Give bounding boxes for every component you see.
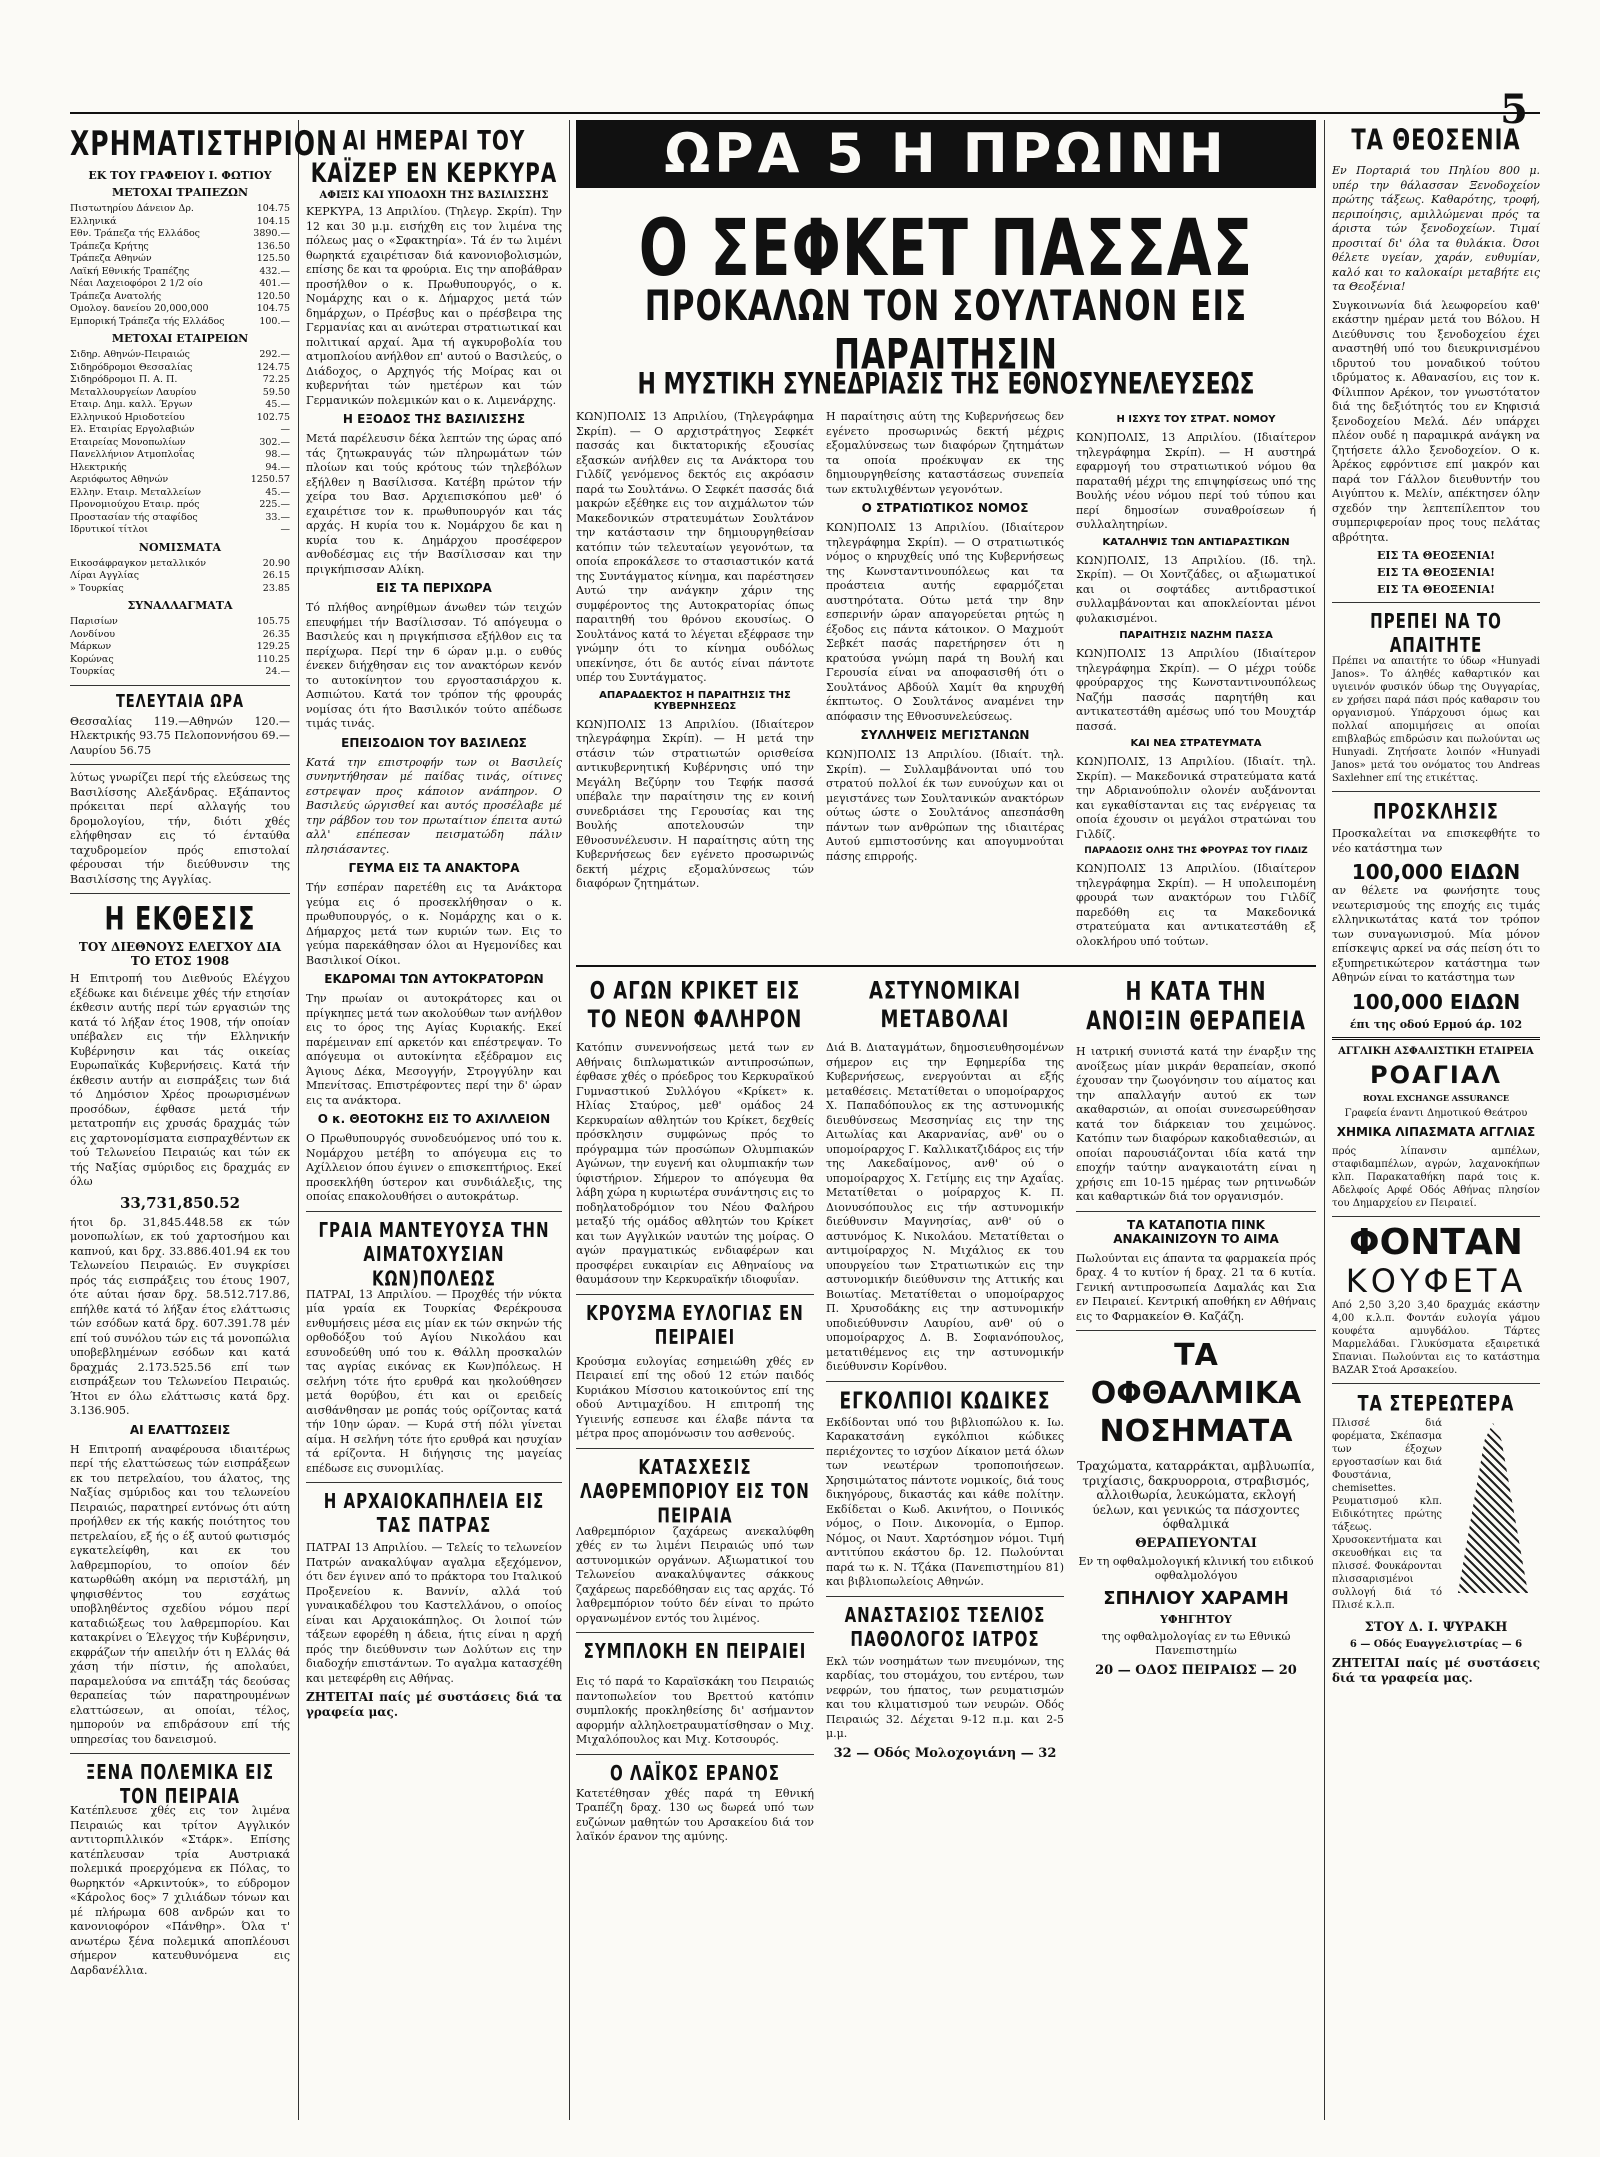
table-row bbox=[70, 316, 290, 329]
fertilizer-title: ΧΗΜΙΚΑ ΛΙΠΑΣΜΑΤΑ ΑΓΓΛΙΑΣ bbox=[1336, 1125, 1536, 1139]
table-row bbox=[70, 629, 290, 642]
row-label: Εμπορική Τράπεζα τής Ελλάδος bbox=[70, 315, 225, 327]
kinds-banner-2: 100,000 ΕΙΔΩΝ bbox=[1351, 989, 1521, 1014]
row-label: Πανελλήνιον Ατμοπλοΐας bbox=[70, 449, 195, 460]
warships-text: Κατέπλευσε χθές εις τον λιμένα Πειραιώς και τρίτον Αγγλικόν αντιτορπιλλικόν «Στάρκ». Επίσης κατέπλευσαν τρία Αυστριακά πολεμικά προερχόμενα εκ Πόλας, το θωρηκτόν «Αρκιντούκ», το εύδρομον «Κάρολος 6ος» 7 χιλιάδων τόνων και μέ πλήρωμα 608 ανδρών και το κανονιοφόρον «Πάνθηρ». Όλα τ' ανωτέρω ξένα πολεμικά αποπλέουσι σήμερον κατευθυνόμενα εις Δαρδανέλλια. bbox=[70, 1804, 290, 1977]
divider bbox=[1332, 791, 1540, 792]
row-label: Εικοσάφραγκον μεταλλικόν bbox=[70, 557, 206, 569]
divider bbox=[1332, 1383, 1540, 1384]
table-row bbox=[70, 387, 290, 400]
main-subheadline: ΠΡΟΚΑΛΩΝ ΤΟΝ ΣΟΥΛΤΑΝΟΝ ΕΙΣ ΠΑΡΑΙΤΗΣΙΝ bbox=[644, 282, 1248, 380]
kaiser-text-2: Μετά παρέλευσιν δέκα λεπτών της ώρας από τάς ζητωκραυγάς τών πληρωμάτων τών πλοίων και τούς κρότους τών τηλεβόλων εξήλθεν η Βασίλισσα. Κατέβη πρώτον τήν χείρα του Βασ. Αρχιεπισκόπου μεθ' ό εχαιρέτισε τον κ. πρωθυπουργόν και τάς αρχάς. Η κυρία του κ. Νομάρχου δε και η κυρία του κ. Δημάρχου προσέφερον ανθοδέσμας εις τήν Βασίλισσαν και την πριγκήπισσαν Αλίκη. bbox=[306, 432, 562, 576]
antiques-title: Η ΑΡΧΑΙΟΚΑΠΗΛΕΙΑ ΕΙΣ ΤΑΣ ΠΑΤΡΑΣ bbox=[323, 1489, 545, 1538]
banks-section-title: ΜΕΤΟΧΑΙ ΤΡΑΠΕΖΩΝ bbox=[111, 186, 248, 199]
main-text-5: ΚΩΝ)ΠΟΛΙΣ 13 Απριλίου. (Ιδιαίτ. τηλ. Σκρίπ). — Συλλαμβάνονται υπό του στρατού πολλοί έκ των ευνούχων και οι μεγιστάνες των Σουλτανικών ανακτόρων ούτως ώστε ο Σουλτάνος απεσπάσθη πάντων των ανθρώπων της ιδιαιτέρας Αυτού εμπιστοσύνης και απογυμνούται πάσης επιρροής. bbox=[826, 748, 1064, 863]
kaiser-text-5: Τήν εσπέραν παρετέθη εις τα Ανάκτορα γεύμα εις ό προσεκλήθησαν ο κ. πρωθυπουργός, ο κ. Νομάρχης και ο κ. Δήμαρχος μετά των κυριών των. Εις το γεύμα παρεκάθησαν όλοι αι Ηγεμονίδες και Βασιλικοί Οίκοι. bbox=[306, 881, 562, 967]
column-divider bbox=[298, 120, 299, 2120]
eyes-role: ΥΦΗΓΗΤΟΥ bbox=[1160, 1612, 1232, 1626]
row-value: 225.— bbox=[259, 499, 290, 510]
main-headline: Ο ΣΕΦΚΕΤ ΠΑΣΣΑΣ bbox=[638, 202, 1254, 294]
prophet-title: ΓΡΑΙΑ ΜΑΝΤΕΥΟΥΣΑ ΤΗΝ ΑΙΜΑΤΟΧΥΣΙΑΝ ΚΩΝ)ΠΟΛΕΩΣ bbox=[318, 1217, 550, 1291]
row-value: 94.— bbox=[265, 461, 290, 473]
row-value: 1250.57 bbox=[250, 474, 290, 485]
table-row bbox=[70, 216, 290, 229]
table-row bbox=[70, 474, 290, 487]
table-row bbox=[70, 558, 290, 571]
wales-text: λύτως γνωρίζει περί τής ελεύσεως της Βασιλίσσης Αλεξάνδρας. Εξάπαντος πρόκειται περί αλλαγής του δρομολογίου, τήν, διότι χθές ελήφθησαν εις τό ένταύθα ταχυδρομείον πρός επιστολαί φέρουσαι τήν διεύθυνσιν της Βασιλίσσης της Αγγλίας. bbox=[70, 771, 290, 886]
main-story-bottom-rule bbox=[576, 965, 1316, 967]
corset-text: Πλισσέ διά φορέματα, Σκέπασμα των έξοχων εργοστασίων και διά Φουστάνια, chemisettes. Ρευματισμού κλπ. Ειδικότητες πρώτης τάξεως. Χρυσοκεντήματα και σκευοθήκαι εις τα πλισσέ. Φουκάρονται πλισσαρισμένοι συλλογή διά τό Πλισέ κ.λ.π. bbox=[1332, 1418, 1442, 1611]
theotokis-heading: Ο κ. ΘΕΟΤΟΚΗΣ ΕΙΣ ΤΟ ΑΧΙΛΛΕΙΟΝ bbox=[317, 1112, 551, 1126]
ads-column bbox=[1332, 120, 1540, 1689]
main-story bbox=[576, 120, 1316, 2120]
row-label: Ελληνικά bbox=[70, 215, 117, 227]
stock-exchange-subtitle: ΕΚ ΤΟΥ ΓΡΑΦΕΙΟΥ Ι. ΦΩΤΙΟΥ bbox=[88, 169, 272, 182]
table-row bbox=[70, 362, 290, 375]
main-text-4: ΚΩΝ)ΠΟΛΙΣ 13 Απριλίου. (Ιδιαίτερον τηλεγράφημα Σκρίπ). — Ο στρατιωτικός νόμος ο κηρυχθείς υπό της Κυβερνήσεως της Κωνσταντινουπόλεως και τα προάστεια αυτής εφαρμόζεται αυστηρότατα. Ούτω μετά την 8ην εσπερινήν ώραν απαγορεύεται ρητώς η έξοδος εις πάντα κάτοικον. Ο Μαχμούτ Σεβκέτ πασάς παρετήρησεν ότι η κρατούσα γνώμη παρά τη Βουλή και Γερουσία είναι να αποφασισθή ότι ο Σουλτάνος Αβδούλ Χαμίτ θα κηρυχθή έκπτωτος. Ο Σουλτάνος αναμένει την απόφασιν της Εθνοσυνελεύσεως. bbox=[826, 521, 1064, 723]
theoxenia-text-1: Εν Πορταριά του Πηλίου 800 μ. υπέρ την θάλασσαν Ξενοδοχείον πρώτης τάξεως. Καθαρότης, τροφή, περιποίησις, αμιλλώμεναι πρός τα άριστα τών ξενοδοχείων. Τιμαί προσιταί δι' όλα τα θυλάκια. Όσοι θέλετε υγείαν, χαράν, ευθυμίαν, καλό και το καλοκαίρι μεταβήτε εις τα Θεοξένια! bbox=[1332, 164, 1540, 293]
divider bbox=[1076, 1330, 1316, 1331]
row-label: Σιδηρ. Αθηνών-Πειραιώς bbox=[70, 349, 190, 360]
row-value: 45.— bbox=[265, 486, 290, 498]
lower-col-b bbox=[826, 975, 1064, 2120]
table-row bbox=[70, 203, 290, 216]
row-value: 104.75 bbox=[256, 203, 290, 214]
table-row bbox=[70, 266, 290, 279]
table-row bbox=[70, 349, 290, 362]
companies-section-title: ΜΕΤΟΧΑΙ ΕΤΑΙΡΕΙΩΝ bbox=[111, 332, 249, 345]
kaiser-text-7: Ο Πρωθυπουργός συνοδευόμενος υπό του κ. Νομάρχου μετέβη το απόγευμα εις το Αχίλλειον όπου έγινεν ο επισκεπτήριος. Εκεί προσεκλήθη ύστερον και συνδιάλεξις, της οποίας επακολουθήσει ο αυτοκράτωρ. bbox=[306, 1132, 562, 1203]
decreases-text: Η Επιτροπή αναφέρουσα ιδιαιτέρως περί τής ελαττώσεως τών εισπράξεων εκ του πετρελαίου, του άλατος, της Ναξίας σμύριδος και του τελωνείου Πειραιώς, παρατηρεί εντόνως ότι αύτη προήλθεν εκ τής κακής ποιότητος του πετρελαίου, εξ ής ο έξ αυτού φωτισμός εγκατελείφθη, και εκ του λαθρεμπορίου, το οποίον δέν κατωρθώθη ακόμη να περιστάλή, μη ψηφισθέντος του εσχάτως υποβληθέντος σχεδίου νόμου περί καταδιώξεως του λαθρεμπορίου. Και κατακρίνει ο Έλεγχος τήν Κυβέρνησιν, εκφράζων τήν απειλήν ότι η Ελλάς θά χάση τήν πίστιν, ής απολαύει, παραμελούσα να επιτάξη τάς δεούσας θεραπείας τών παρατηρουμένων ελαττώσεων, αι οποίαι, τέλος, ημπορούν να επιδράσουν επί τής υπηρεσίας του δανεισμού. bbox=[70, 1442, 290, 1746]
divider bbox=[576, 1294, 814, 1295]
table-row bbox=[70, 291, 290, 304]
nazim-heading: ΠΑΡΑΙΤΗΣΙΣ ΝΑΖΗΜ ΠΑΣΣΑ bbox=[1119, 630, 1273, 641]
lower-col-a bbox=[576, 975, 814, 2120]
row-value: 23.85 bbox=[262, 582, 290, 594]
kaiser-text-4: Κατά την επιστροφήν των οι Βασιλείς συνηντήθησαν μέ παίδας τινάς, οίτινες εστρεψαν προς κάποιον ανάπηρον. Ο Βασιλεύς ώργισθεί και αυτός προσέλαβε μέ την ράβδον του τον πρωταίτιον έπειτα αυτώ αλλ' επέπεσαν πεισματώδη πάλιν πλησιάσαντες. bbox=[306, 755, 562, 856]
eranos-title: Ο ΛΑΪΚΟΣ ΕΡΑΝΟΣ bbox=[609, 1760, 781, 1785]
row-value: 26.15 bbox=[262, 570, 290, 581]
stock-exchange-title: ΧΡΗΜΑΤΙΣΤΗΡΙΟΝ bbox=[70, 124, 338, 164]
arrests-heading: ΣΥΛΛΗΨΕΙΣ ΜΕΓΙΣΤΑΝΩΝ bbox=[860, 728, 1030, 742]
row-label: Προστασίαν τής σταφίδος bbox=[70, 511, 198, 523]
row-label: Ιδρυτικοί τίτλοι bbox=[70, 524, 148, 535]
row-label: Σιδηρόδρομοι Π. Α. Π. bbox=[70, 374, 178, 385]
main-story-col-b bbox=[826, 410, 1064, 950]
divider bbox=[1332, 1037, 1540, 1040]
table-row bbox=[70, 399, 290, 412]
kinds-address: έπι της οδού Ερμού άρ. 102 bbox=[1349, 1017, 1523, 1031]
row-label: Λίραι Αγγλίας bbox=[70, 570, 140, 581]
resignation-heading: ΑΠΑΡΑΔΕΚΤΟΣ Η ΠΑΡΑΙΤΗΣΙΣ ΤΗΣ ΚΥΒΕΡΝΗΣΕΩΣ bbox=[599, 689, 791, 712]
divider bbox=[70, 893, 290, 894]
row-label: Σιδηρόδρομοι Θεσσαλίας bbox=[70, 361, 193, 373]
invite-text: Προσκαλείται να επισκεφθήτε το νέο κατάστημα των bbox=[1332, 827, 1540, 855]
table-row bbox=[70, 412, 290, 425]
pink-text: Πωλούνται εις άπαντα τα φαρμακεία πρός δραχ. 4 το κυτίον ή δραχ. 21 τα 6 κυτία. Γενική αντιπροσωπεία Δαμαλάς και Σια εν Πειραιεί. Κεντρική αποθήκη εν Αθήναις εις το Φαρμακείον Θ. Καζάζη. bbox=[1076, 1251, 1316, 1323]
codes-title: ΕΓΚΟΛΠΙΟΙ ΚΩΔΙΚΕΣ bbox=[839, 1387, 1051, 1415]
eyes-title: ΤΑ ΟΦΘΑΛΜΙΚΑ ΝΟΣΗΜΑΤΑ bbox=[1090, 1338, 1302, 1449]
divider bbox=[1076, 1211, 1316, 1212]
antiques-text: ΠΑΤΡΑΙ 13 Απριλίου. — Τελείς το τελωνείον Πατρών ανακαλύψαν αγαλμα εξεχόμενον, ότι δεν έγινεν από το πράκτορα του Ιταλικού Προξενείου κ. Βαννίν, αλλά τού γυναικαδέλφου του Καστελλάνου, ο οποίος είναι και Αρχαιοκάπηλος. Οι λοιποί τών τάξεων εφορέθη η άδεια, ήτις είναι η αρχή πρός την διεύθυνσιν των Δολύτων εις την διαδοχήν επιστάντων. Το αγαλμα κατασχέθη και μετεφέρθη εις Αθήνας. bbox=[306, 1541, 562, 1685]
eyes-text: Τραχώματα, καταρράκται, αμβλυωπία, τριχίασις, δακρυορροια, στραβισμός, αλλοιθωρία, λευκώματα, εκλογή ύελων, και γενικώς τα πάσχοντες όφθαλμικά bbox=[1077, 1459, 1315, 1531]
newspaper-page bbox=[70, 80, 1540, 2120]
row-value: 24.— bbox=[265, 666, 290, 677]
divider bbox=[826, 1381, 1064, 1382]
time-banner: ΩΡΑ 5 Η ΠΡΩΙΝΗ bbox=[576, 120, 1316, 188]
row-value: — bbox=[280, 524, 290, 535]
column-2-footer: ΖΗΤΕΙΤΑΙ παίς μέ συστάσεις διά τα γραφεία μας. bbox=[306, 1690, 562, 1719]
row-value: 102.75 bbox=[256, 411, 290, 423]
table-row bbox=[70, 570, 290, 583]
row-label: Τράπεζα Κρήτης bbox=[70, 240, 149, 252]
divider bbox=[826, 1596, 1064, 1597]
demand-text: Πρέπει να απαιτήτε το ύδωρ «Hunyadi Janos». Το άληθές καθαρτικόν και υγιεινόν φυσικόν ύδωρ της Ουγγαρίας, εν χρήσει παρά πάσι πρός καθαρσιν του οργανισμού. Υπάρχουσι όμως και πολλαί απομιμήσεις αι οποίαι επιβλαβώς επιδρώσιν και πωλούνται ως Hunyadi. Ζητήσατε λοιπόν «Hunyadi Janos» μετά του ονόματος του Andreas Saxlehner επί της ετικέττας. bbox=[1332, 656, 1540, 784]
row-value: — bbox=[280, 424, 290, 435]
decreases-title: ΑΙ ΕΛΑΤΤΩΣΕΙΣ bbox=[129, 1422, 231, 1437]
last-hour-text: Θεσσαλίας 119.—Αθηνών 120.— Ηλεκτρικής 93.75 Πελοποννήσου 69.— Λαυρίου 56.75 bbox=[70, 714, 290, 757]
theoxenia-shout-3: ΕΙΣ ΤΑ ΘΕΟΞΕΝΙΑ! bbox=[1377, 583, 1495, 596]
main-text-9: ΚΩΝ)ΠΟΛΙΣ, 13 Απριλίου. (Ιδιαίτ. τηλ. Σκρίπ). — Μακεδονικά στρατεύματα κατά την Αδριανούπολιν ολονέν αυξάνονται και εγκαθίστανται εις τας ενέργειας τα οποία έχουσιν οι μεγάλοι στρατώναι του Γιλδίζ. bbox=[1076, 755, 1316, 841]
spring-text: Η ιατρική συνιστά κατά την έναρξιν της ανοίξεως μίαν μικράν θεραπείαν, σκοπό έχουσαν την ζωογόνησιν του αίματος και την απαλλαγήν αυτού εκ των ακαθαρσιών, αι οποίαι συνεσωρεύθησαν κατά τον διάρκειαν του χειμώνος. Κατόπιν των διαφόρων κακοδιαθεσιών, αι οποίαι παρουσιάζονται ιδία κατά την εποχήν ταύτην αναγκαιοτάτη είναι η χρήσις επι 10-15 ημέρας των ρητινωδών και καθαρτικών διά τον οργανισμόν. bbox=[1076, 1045, 1316, 1203]
report-sum: 33,731,850.52 bbox=[119, 1193, 241, 1212]
main-story-col-c bbox=[1076, 410, 1316, 950]
divider bbox=[576, 1448, 814, 1449]
smallpox-text: Κρούσμα ευλογίας εσημειώθη χθές εν Πειραιεί επί της οδού 12 ετών παιδός Κυριάκου Μίσσιου κατοικούντος επί της οδού Αντιμαχίδου. Η επιτροπή της Υγιεινής εσπευσε και έλαβε πάντα τα μέτρα προς απομόνωσιν του ασθενούς. bbox=[576, 1354, 814, 1440]
seizure-text: Λαθρεμπόριον ζαχάρεως ανεκαλύφθη χθές εν τω λιμένι Πειραιώς υπό των αστυνομικών οργάνων. Αξιωματικοί του Τελωνείου ανακαλύψαντες σάκκους ζαχάρεως παρεδόθησαν εις τας αρχάς. Τό λαθρεμπόριον τούτο δέν είναι το πρώτο οργανωμένον εντός του λιμένος. bbox=[576, 1524, 814, 1625]
main-text-6: ΚΩΝ)ΠΟΛΙΣ, 13 Απριλίου. (Ιδιαίτερον τηλεγράφημα Σκρίπ). — Η αυστηρά εφαρμογή του στρατιωτικού νόμου θα παραταθή μέχρι της επιψηφίσεως υπό της Βουλής νέου νόμου περί τού τύπου και περί δημοσίων συναθροίσεων ή συλλαλητηρίων. bbox=[1076, 431, 1316, 531]
table-row bbox=[70, 654, 290, 667]
row-value: 136.50 bbox=[256, 240, 290, 252]
demand-title: ΠΡΕΠΕΙ ΝΑ ΤΟ ΑΠΑΙΤΗΤΕ bbox=[1370, 609, 1502, 658]
table-row bbox=[70, 241, 290, 254]
report-text: Η Επιτροπή του Διεθνούς Ελέγχου εξέδωκε και διένειμε χθές τήν ετησίαν έκθεσιν αυτής περί τών εργασιών της κατά τό λήξαν έτος 1908, τήν οποίαν υπέβαλεν εις τήν Ελληνικήν Κυβέρνησιν και τάς οικείας Ευρωπαϊκάς Κυβερνήσεις. Κατά τήν έκθεσιν αυτήν αι εισπράξεις των διά τό Δημόσιον Χρέος προωρισμένων προσόδων, έφθασε μετά τήν μετατροπήν εις χρυσάς δραχμάς τών εις χαρτονομίσματα εισπραχθέντων εκ τού Τελωνείου Πειραιώς και τών εκ τής Ναξίας σμύριδος εις δραχμάς εν όλω bbox=[70, 972, 290, 1188]
codes-text: Εκδίδονται υπό του βιβλιοπώλου κ. Ιω. Καρακατσάνη εγκόλπιοι κώδικες περιέχοντες το ισχύον Δίκαιον μετά όλων των νεωτέρων τροποποιήσεων. Χρησιμώτατος πάντοτε νομικοίς, διά τους δικηγόρους, δικαστάς και κάθε πολίτην. Εκδίδεται ο Κωδ. Ακινήτου, ο Ποινικός νόμος, ο Ποιν. Δικονομία, ο Εμπορ. Νόμος, οι Ναυτ. Χαρτόσημον νόμοι. Τιμή αντιτύπου εκάστου δρ. 12. Πωλούνται παρά τω κ. Ν. Τζάκα (Πανεπιστημίου 81) και βιβλιοπωλείοις Αθηνών. bbox=[826, 1415, 1064, 1588]
eyes-cure: ΘΕΡΑΠΕΥΟΝΤΑΙ bbox=[1135, 1535, 1257, 1551]
row-value: 292.— bbox=[259, 349, 290, 360]
fondant-title-2: ΚΟΥΦΕΤΑ bbox=[1345, 1262, 1527, 1300]
row-value: 125.50 bbox=[256, 253, 290, 264]
row-value: 20.90 bbox=[262, 557, 290, 569]
kaiser-text-3: Τό πλήθος ανηρίθμων άνωθεν τών τειχών επευφήμει τήν Βασίλισσαν. Τό απόγευμα ο Βασιλεύς και η πριγκήπισσα εξήλθον εις τα περίχωρα. Περί την 6 ώραν μ.μ. ο ευθύς ένεκεν διήχθησαν εις τον ανακτόρων κενόν το αυτοκίνητον του εργοστασιάρχου κ. Ασπιώτου. Κατά τον τρόπον τής φρουράς νομίσας ότι ήτο Βασιλικόν τούτο απέδωσε τιμάς τινάς. bbox=[306, 601, 562, 730]
row-value: 98.— bbox=[265, 449, 290, 460]
row-value: 401.— bbox=[259, 278, 290, 289]
new-troops-heading: ΚΑΙ ΝΕΑ ΣΤΡΑΤΕΥΜΑΤΑ bbox=[1130, 738, 1262, 749]
row-value: 432.— bbox=[259, 265, 290, 277]
kaiser-subtitle: ΑΦΙΞΙΣ ΚΑΙ ΥΠΟΔΟΧΗ ΤΗΣ ΒΑΣΙΛΙΣΣΗΣ bbox=[319, 190, 549, 201]
seizure-title: ΚΑΤΑΣΧΕΣΙΣ ΛΑΘΡΕΜΠΟΡΙΟΥ ΕΙΣ ΤΟΝ ΠΕΙΡΑΙΑ bbox=[580, 1454, 810, 1528]
reactionaries-heading: ΚΑΤΑΛΗΨΙΣ ΤΩΝ ΑΝΤΙΔΡΑΣΤΙΚΩΝ bbox=[1102, 536, 1290, 548]
row-value: 3890.— bbox=[253, 228, 290, 239]
police-title: ΑΣΤΥΝΟΜΙΚΑΙ ΜΕΤΑΒΟΛΑΙ bbox=[868, 977, 1022, 1034]
row-value: 302.— bbox=[259, 436, 290, 448]
cricket-title: Ο ΑΓΩΝ ΚΡΙΚΕΤ ΕΙΣ ΤΟ ΝΕΟΝ ΦΑΛΗΡΟΝ bbox=[587, 977, 803, 1034]
row-value: 120.50 bbox=[256, 290, 290, 302]
row-value: 33.— bbox=[265, 511, 290, 523]
row-label: Λαϊκή Εθνικής Τραπέζης bbox=[70, 265, 190, 277]
cricket-text: Κατόπιν συνεννοήσεως μετά των εν Αθήναις διπλωματικών αντιπροσώπων, έφθασε χθές ο πρόεδρος του Κερκυραϊκού Γυμναστικού Συλλόγου «Κρίκετ» κ. Ηλίας Σταύρος, μεθ' ομάδος 24 Κερκυραίων αθλητών του Κρίκετ, δεχθείς πρόσκλησιν συμφώνως πρός το πρόγραμμα τών προσώπων Ολυμπιακών Αγώνων, την ευγενή και ολυμπιακήν των ύφιστήριον. Σήμερον το απόγευμα θα λάβη χώρα η κυριωτέρα συνάντησις εις το ποδηλατοδρόμιον του Νέου Φαλήρου μεταξύ τής ομάδος αθλητών του Κρίκετ και των Αγγλικών ναυτών της μοίρας. Ο αγών πραγματικώς ενδιαφέρων και προσφέρει ευκαιρίαν εις Αθηναίους να θαυμάσουν την Κερκυραϊκήν ιδιοφυΐαν. bbox=[576, 1041, 814, 1286]
table-row bbox=[70, 641, 290, 654]
row-value: 124.75 bbox=[256, 361, 290, 373]
brawl-title: ΣΥΜΠΛΟΚΗ ΕΝ ΠΕΙΡΑΙΕΙ bbox=[583, 1639, 807, 1664]
lower-col-c bbox=[1076, 975, 1316, 2120]
row-value: 104.15 bbox=[256, 215, 290, 227]
corset-address: 6 — Οδός Ευαγγελιστρίας — 6 bbox=[1349, 1639, 1523, 1650]
last-hour-title: ΤΕΛΕΥΤΑΙΑ ΩΡΑ bbox=[115, 691, 245, 712]
eranos-text: Κατετέθησαν χθές παρά τη Εθνική Τραπέζη δραχ. 130 ως δωρεά υπό των ευζώνων μαθητών του Αρσακείου διά τον λαϊκόν έρανον της αμύνης. bbox=[576, 1786, 814, 1843]
theoxenia-shout-2: ΕΙΣ ΤΑ ΘΕΟΞΕΝΙΑ! bbox=[1377, 566, 1495, 579]
doctor-address: 32 — Οδός Μολοχογιάνη — 32 bbox=[833, 1745, 1057, 1761]
companies-table bbox=[70, 349, 290, 537]
table-row bbox=[70, 616, 290, 629]
row-label: Εθν. Τράπεζα τής Ελλάδος bbox=[70, 228, 200, 239]
row-label: Τουρκίας bbox=[70, 666, 115, 677]
table-row bbox=[70, 437, 290, 450]
table-row bbox=[70, 666, 290, 679]
divider bbox=[306, 1482, 562, 1483]
table-row bbox=[70, 499, 290, 512]
coins-section-title: ΝΟΜΙΣΜΑΤΑ bbox=[138, 540, 222, 554]
row-value: 110.25 bbox=[256, 653, 290, 665]
row-label: Πιστωτηρίου Δάνειον Δρ. bbox=[70, 203, 194, 214]
row-label: Μεταλλουργείων Λαυρίου bbox=[70, 386, 197, 398]
row-value: 105.75 bbox=[256, 616, 290, 627]
kaiser-column bbox=[306, 120, 562, 1723]
theoxenia-title: ΤΑ ΘΕΟΣΕΝΙΑ bbox=[1351, 124, 1521, 157]
fondant-title: ΦΟΝΤΑΝ bbox=[1349, 1222, 1523, 1263]
divider bbox=[576, 1632, 814, 1633]
prophet-text: ΠΑΤΡΑΙ, 13 Απριλίου. — Προχθές τήν νύκτα μία γραία εκ Τουρκίας Φερέκρουσα ενθυμήσεις μέσα εις μίαν εκ τών σκηνών τής ορθοδόξου τού Αγίου Νικολάου και εσυνοδεύθη υπό του κ. Θάλλη προσκαλών τας αγρίας εικόνας εκ Κων)πόλεως. Η σελήνη τότε ήτο ερυθρά και ηκολούθησεν μετά θορύβου, έτι και οι ερειδείς αισθάνθησαν με ροπάς τούς ορίζοντας κατά τήν 10ην ώραν. — Κυρά στή πόλι γίνεται αίμα. Η σελήνη τότε ήτο ερυθρά και ησυχίαν τά ερίζοντα. Η διήγησις της μαγείας επέδωσε εις συνομιλίας. bbox=[306, 1287, 562, 1475]
main-text-10: ΚΩΝ)ΠΟΛΙΣ 13 Απριλίου. (Ιδιαίτερον τηλεγράφημα Σκρίπ). — Η υπολειπομένη φρουρά των ανακτόρων του Γιλδίζ παρεδόθη εις τα Μακεδονικά στρατεύματα και αντικατεστάθη εξ ολοκλήρου υπό τούτων. bbox=[1076, 862, 1316, 948]
stock-exchange-column bbox=[70, 120, 338, 1982]
doctor-text: Εκλ τών νοσημάτων των πνευμόνων, της καρδίας, του στομάχου, του εντέρου, των νεφρών, του ήπατος, των ρευματισμών και του κλιματισμού των νευρών. Οδός Πειραιώς 32. Δέχεται 9-12 π.μ. και 2-5 μ.μ. bbox=[826, 1654, 1064, 1740]
row-value: 26.35 bbox=[262, 628, 290, 640]
row-label: Ελληνικού Ηριοδοτείου bbox=[70, 411, 185, 423]
eyes-address: 20 — ΟΔΟΣ ΠΕΙΡΑΙΩΣ — 20 bbox=[1095, 1662, 1297, 1678]
corset-title: ΤΑ ΣΤΕΡΕΩΤΕΡΑ bbox=[1357, 1390, 1515, 1416]
row-label: Παρισίων bbox=[70, 616, 118, 627]
divider bbox=[70, 1753, 290, 1754]
fondant-text: Από 2,50 3,20 3,40 δραχμάς εκάστην 4,00 κ.λ.π. Φοντάν ευλογία γάμου κουφέτα αμυγδάλου. Τάρτες Μαρμελάδαι. Γλυκύσματα εξαιρετικά Σπανιαι. Πωλούνται εις το κατάστημα BAZAR Στοά Αρσακείου. bbox=[1332, 1300, 1540, 1376]
divider bbox=[70, 685, 290, 686]
row-label: Μάρκων bbox=[70, 641, 112, 652]
report-subtitle: ΤΟΥ ΔΙΕΘΝΟΥΣ ΕΛΕΓΧΟΥ ΔΙΑ ΤΟ ΕΤΟΣ 1908 bbox=[78, 940, 282, 968]
row-label: Τράπεζα Αθηνών bbox=[70, 253, 152, 264]
theoxenia-shout-1: ΕΙΣ ΤΑ ΘΕΟΞΕΝΙΑ! bbox=[1377, 549, 1495, 562]
row-value: 104.75 bbox=[256, 303, 290, 314]
row-label: Ελ. Εταιρίας Εργολαβιών bbox=[70, 424, 195, 435]
row-label: Εταιρ. Δημ. καλλ. Έργων bbox=[70, 399, 193, 410]
table-row bbox=[70, 487, 290, 500]
spring-title: Η ΚΑΤΑ ΤΗΝ ΑΝΟΙΞΙΝ ΘΕΡΑΠΕΙΑ bbox=[1086, 977, 1306, 1037]
row-value: 129.25 bbox=[256, 641, 290, 652]
streets-heading: ΕΙΣ ΤΑ ΠΕΡΙΧΩΡΑ bbox=[376, 581, 492, 595]
row-value: 100.— bbox=[259, 315, 290, 327]
row-label: Ομολογ. δανείου 20,000,000 bbox=[70, 303, 209, 314]
divider bbox=[70, 764, 290, 765]
invite-text-2: αν θέλετε να φωνήσητε τους νεωτερισμούς της εποχής εις τιμάς ελληνικωτάτας κατά τον τρόπον των συναγωνισμού. Μία μόνον επίσκεψις αρκεί να σάς πείση ότι το εξυπηρετικώτερον κατάστημα των Αθηνών είναι το κατάστημα των bbox=[1332, 884, 1540, 984]
theoxenia-text-2: Συγκοινωνία διά λεωφορείου καθ' εκάστην ημέραν μετά του Βόλου. Η Διεύθυνσις του ξενοδοχείου έχει αναστηθή υπό του διευκρινισμένου ιδρυτού του μοναδικού τούτου ιδρύματος κ. Αθανασίου, εις τον κ. Φίλιππον Αρέκον, τον γνωστότατον διά της δεξιότητός του εν Κηφισιά ξενοδοχείου Μελά. Δέν υπάρχει πλέον ουδέ η παραμικρά ανάγκη να ζητήσετε άλλο ξενοδοχείον. Ο κ. Άρέκος εφρόντισε επί μακρόν και παρά τον Γάλλον διευθυντήν του Αιγύπτου κ. Μελίν, απέκτησεν όλην σχεδόν την λεπτεπίλεπτον του συμπεριφεροίαν προς τους πελάτας αβρότητα. bbox=[1332, 298, 1540, 544]
table-row bbox=[70, 449, 290, 462]
main-text-1: ΚΩΝ)ΠΟΛΙΣ 13 Απριλίου, (Τηλεγράφημα Σκρίπ). — Ο αρχιστράτηγος Σεφκέτ πασσάς και δικτατορικής εξουσίας εξασκών ανήλθεν εις τα Ανάκτορα του Γιλδίζ γενόμενος δεκτός εις ακρόασιν παρά τω Σουλτάνω. Ο Σεφκέτ πασσάς διά μακρών εξέθηκε εις τον αιχμάλωτον τών Μακεδονικών στρατευμάτων Σουλτάνον την κατάστασιν την δημιουργηθείσαν κατόπιν τών τελευταίων γεγονότων, τα οποία επροκάλεσε το στασιαστικόν κατά της Συντάγματος κίνημα, και παρέστησεν Αυτώ την ανάγκην χάριν της συμφέροντος της Αυτοκρατορίας όπως παραιτηθή του θρόνου εκουσίως. Ο Σουλτάνος κατά το λέγεται εξέφρασε την γνώμην ότι το κίνημα ουδόλως υπεκίνησε, ότι δε αυτός είναι πάντοτε υπέρ του Συντάγματος. bbox=[576, 410, 814, 684]
coins-table bbox=[70, 558, 290, 596]
exchange-table bbox=[70, 616, 290, 679]
dress-illustration-icon bbox=[1458, 1423, 1528, 1593]
report-title: Η ΕΚΘΕΣΙΣ bbox=[104, 900, 256, 938]
eyes-university: της οφθαλμολογίας εν τω Εθνικώ Πανεπιστημίω bbox=[1101, 1629, 1291, 1657]
kaiser-title: ΑΙ ΗΜΕΡΑΙ ΤΟΥ ΚΑΪΖΕΡ ΕΝ ΚΕΡΚΥΡΑ bbox=[310, 124, 558, 189]
row-label: Αεριόφωτος Αθηνών bbox=[70, 474, 169, 485]
kaiser-text-1: ΚΕΡΚΥΡΑ, 13 Απριλίου. (Τηλεγρ. Σκρίπ). Την 12 και 30 μ.μ. εισήχθη εις τον λιμένα της πόλεως μας ο «Σφακτηρία». Τά έν τω λιμένι θωρηκτά εχαιρέτισαν διά κανονιοβολισμών, επίσης δε και τα φρούρια. Εις την αποβάθραν προσήλθον ο κ. Πρωθυπουργός, ο κ. Νομάρχης και ο κ. Δήμαρχος μετά τών δημάρχων, ο Πρέσβυς και ο πρέσβειρα της Γερμανίας και αι ανώτεραι στρατιωτικαί και πολιτικαί αρχαί. Άμα τή αγκυροβολία του ατμοπλοίου ανήλθον επ' αυτού ο Βασιλεύς, ο Διάδοχος, ο Αρχηγός τής Μοίρας και οι κυβερνήται τών ημετέρων και τών Γερμανικών πολεμικών και ο κ. Λιμενάρχης. bbox=[306, 205, 562, 407]
smallpox-title: ΚΡΟΥΣΜΑ ΕΥΛΟΓΙΑΣ ΕΝ ΠΕΙΡΑΙΕΙ bbox=[586, 1300, 804, 1350]
table-row bbox=[70, 512, 290, 525]
martial-law-heading: Ο ΣΤΡΑΤΙΩΤΙΚΟΣ ΝΟΜΟΣ bbox=[861, 501, 1029, 515]
table-row bbox=[70, 424, 290, 437]
row-label: » Τουρκίας bbox=[70, 582, 124, 594]
table-row bbox=[70, 462, 290, 475]
insurance-title: ΑΓΓΛΙΚΗ ΑΣΦΑΛΙΣΤΙΚΗ ΕΤΑΙΡΕΙΑ bbox=[1338, 1045, 1534, 1057]
table-row bbox=[70, 374, 290, 387]
table-row bbox=[70, 228, 290, 241]
row-label: Νέαι Λαχειοφόροι 2 1/2 οίο bbox=[70, 278, 203, 289]
row-value: 59.50 bbox=[262, 386, 290, 398]
kaiser-text-6: Την πρωίαν οι αυτοκράτορες και οι πρίγκηπες μετά των ακολούθων των ανήλθον εις το όρος της Αγίας Κυριακής. Εκεί παρέμειναν επί αρκετόν και επέστρεψαν. Το απόγευμα οι αυτοκίνητα εξέδραμον εις Άγιους Δέκα, Μεσογγήν, Στρογγύλην και Μπενίτσας. Επιστρέφοντες περί την δ' ώραν εις τα ανάκτορα. bbox=[306, 992, 562, 1107]
row-label: Τράπεζα Ανατολής bbox=[70, 290, 162, 302]
main-text-7: ΚΩΝ)ΠΟΛΙΣ, 13 Απριλίου. (Ιδ. τηλ. Σκρίπ). — Οι Χοντζάδες, οι αξιωματικοί και οι σοφτάδες αντιδραστικοί συλλαμβάνονται και αποκλείονται μένοι φυλακισμένοι. bbox=[1076, 553, 1316, 625]
row-label: Εταιρείας Μονοπωλίων bbox=[70, 436, 186, 448]
row-value: 72.25 bbox=[262, 374, 290, 385]
main-story-col-a bbox=[576, 410, 814, 950]
main-text-8: ΚΩΝ)ΠΟΛΙΣ 13 Απριλίου (Ιδιαίτερον τηλεγράφημα Σκρίπ). — Ο μέχρι τούδε φρούραρχος της Κωνσταντινουπόλεως Ναζήμ πασσάς παρητήθη και αντικατεστάθη αμέσως υπό του Μουχτάρ πασσά. bbox=[1076, 647, 1316, 733]
row-label: Λονδίνου bbox=[70, 628, 116, 640]
row-label: Κορώνας bbox=[70, 653, 114, 665]
corset-shop: ΣΤΟΥ Δ. Ι. ΨΥΡΑΚΗ bbox=[1364, 1620, 1508, 1635]
main-text-3: Η παραίτησις αύτη της Κυβερνήσεως δεν εγένετο προσωρινώς δεκτή μέχρις εξομαλύνσεως των διαφόρων ζητημάτων τα οποία προέκυψαν εκ της δημιουργηθείσης καταστάσεως συνεπεία των εκτυλιχθέντων γεγονότων. bbox=[826, 410, 1064, 496]
row-label: Προνομιούχου Εταιρ. πρός bbox=[70, 499, 200, 510]
table-row bbox=[70, 583, 290, 596]
row-label: Ελλην. Εταιρ. Μεταλλείων bbox=[70, 486, 201, 498]
law-strength-heading: Η ΙΣΧΥΣ ΤΟΥ ΣΤΡΑΤ. ΝΟΜΟΥ bbox=[1116, 414, 1276, 425]
kinds-banner-1: 100,000 ΕΙΔΩΝ bbox=[1351, 860, 1521, 884]
exodus-heading: Η ΕΞΟΔΟΣ ΤΗΣ ΒΑΣΙΛΙΣΣΗΣ bbox=[342, 412, 526, 426]
eyes-doctor: ΣΠΗΛΙΟΥ ΧΑΡΑΜΗ bbox=[1103, 1587, 1289, 1609]
row-value: 45.— bbox=[265, 399, 290, 410]
table-row bbox=[70, 524, 290, 537]
brawl-text: Εις τό παρά το Καραϊσκάκη του Πειραιώς παντοπωλείον του Βρεττού κατόπιν συμπλοκής προκληθείσης δι' ασήμαντον αφορμήν αλληλοετραυματίσθησαν ο Μιχ. Μιχαλόπουλος και Μιχ. Κοτσουρός. bbox=[576, 1675, 814, 1746]
table-row bbox=[70, 253, 290, 266]
pink-title: ΤΑ ΚΑΤΑΠΟΤΙΑ ΠΙΝΚ ΑΝΑΚΑΙΝΙΖΟΥΝ ΤΟ ΑΙΜΑ bbox=[1113, 1217, 1279, 1246]
invite-title: ΠΡΟΣΚΛΗΣΙΣ bbox=[1373, 798, 1499, 824]
column-6-footer: ΖΗΤΕΙΤΑΙ παίς μέ συστάσεις διά τα γραφεία μας. bbox=[1332, 1656, 1540, 1685]
police-text: Διά Β. Διαταγμάτων, δημοσιευθησομένων σήμερον εις την Εφημερίδα της Κυβερνήσεως, ενεργούνται αι εξής μεταθέσεις. Μετατίθεται ο υπομοίραρχος Χ. Παπαδόπουλος εκ της αστυνομικής διευθύνσεως Μεσσηνίας εις την της Αιτωλίας και Ακαρνανίας, ανθ' ου ο υπομοίραρχος Γ. Καλλικατζιδάρος εις τήν της Λακεδαίμονος, ανθ' ού ο υπομοίραρχος Χ. Γετίμης εις την Αχαΐας. Μετατίθεται ο μοίραρχος Κ. Π. Διονυσόπουλος εις τήν αστυνομικήν διεύθυνσιν Μαγνησίας, ανθ' ού ο αστυνόμος Κ. Νικολάου. Μετατίθεται ο αντιμοίραρχος Ν. Μιχάλιος εκ του υπουργείου των Στρατιωτικών εις την αστυνομικήν διεύθυνσιν της Αττικής και Βοιωτίας. Μετατίθεται ο υπομοίραρχος Π. Χρυσοδάκης εις την αστυνομικήν υποδιεύθυνσιν Λαυρίου, ανθ' ού ο υπομοίραρχος Δ. Β. Σοφιανόπουλος, μετατιθέμενος εις την αστυνομικήν διεύθυνσιν Κορίνθου. bbox=[826, 1041, 1064, 1373]
warships-title: ΞΕΝΑ ΠΟΛΕΜΙΚΑ ΕΙΣ ΤΟΝ ΠΕΙΡΑΙΑ bbox=[85, 1760, 275, 1809]
eyes-doctor-intro: Εν τη οφθαλμολογική κλινική του ειδικού οφθαλμολόγου bbox=[1078, 1554, 1314, 1582]
corset-ad bbox=[1332, 1417, 1540, 1616]
table-row bbox=[70, 303, 290, 316]
guard-surrender-heading: ΠΑΡΑΔΟΣΙΣ ΟΛΗΣ ΤΗΣ ΦΡΟΥΡΑΣ ΤΟΥ ΓΙΛΔΙΖ bbox=[1084, 846, 1308, 856]
insurance-subtitle: ROYAL EXCHANGE ASSURANCE bbox=[1363, 1092, 1509, 1103]
column-divider bbox=[1324, 120, 1325, 2120]
kaisers-heading: ΕΚΔΡΟΜΑΙ ΤΩΝ ΑΥΤΟΚΡΑΤΟΡΩΝ bbox=[324, 972, 544, 986]
divider bbox=[576, 1754, 814, 1755]
dinner-heading: ΓΕΥΜΑ ΕΙΣ ΤΑ ΑΝΑΚΤΟΡΑ bbox=[348, 861, 520, 875]
banks-table bbox=[70, 203, 290, 328]
page-number: 5 bbox=[1500, 86, 1528, 133]
divider bbox=[1332, 1216, 1540, 1217]
fertilizer-text: πρός λίπανσιν αμπέλων, σταφιδαμπέλων, αγρών, λαχανοκήπων κλπ. Παρακαταθήκη παρά τοις κ. Αδελφοίς Αρφέ Οδός Αθήνας πλησίον του Δημαρχείου εν Πειραιεί. bbox=[1332, 1146, 1540, 1209]
exchange-section-title: ΣΥΝΑΛΛΑΓΜΑΤΑ bbox=[127, 599, 233, 612]
episode-heading: ΕΠΕΙΣΟΔΙΟΝ ΤΟΥ ΒΑΣΙΛΕΩΣ bbox=[341, 735, 527, 750]
report-text-2: ήτοι δρ. 31,845.448.58 εκ τών μονοπωλίων, εκ τού χαρτοσήμου και καπνού, και δρχ. 33.886.401.94 εκ του Τελωνείου Πειραιώς. Εν συγκρίσει πρός τάς εισπράξεις του έτους 1907, ότε αύται ήσαν δρχ. 58.512.717.86, επήλθε κατά τό λήξαν έτος ελάττωσις τών εσόδων κατά δρχ. 607.391.78 μέν επί τού συνόλου τών εις τά μονοπώλια υποβεβλημένων εσόδων και κατά δραχμάς 2.173.525.56 επί των εισπράξεων του Τελωνείου Πειραιώς. Ήτοι εν όλω ελάττωσις κατά δρχ. 3.136.905. bbox=[70, 1215, 290, 1417]
main-text-2: ΚΩΝ)ΠΟΛΙΣ 13 Απριλίου. (Ιδιαίτερον τηλεγράφημα Σκρίπ). — Η μετά την στάσιν τών στρατιωτών ορισθείσα αντικυβερνητική Κυβέρνησις υπό την Μεγάλη Βεζύρην του Τεφήκ πασσά υπέβαλε την παραίτησιν της εν κοινή συνεδριάσει της Γερουσίας και της Βουλής αποτελουσών την Εθνοσυνέλευσιν. Η παραίτησις αύτη της Κυβερνήσεως δεν εγένετο προσωρινώς δεκτή μέχρις εξομαλύνσεως τών διαφόρων ζητημάτων. bbox=[576, 717, 814, 890]
column-divider bbox=[569, 120, 570, 2120]
divider bbox=[306, 1211, 562, 1212]
insurance-text: Γραφεία έναντι Δημοτικού Θεάτρου bbox=[1344, 1107, 1528, 1119]
doctor-title: ΑΝΑΣΤΑΣΙΟΣ ΤΣΕΛΙΟΣ ΠΑΘΟΛΟΓΟΣ ΙΑΤΡΟΣ bbox=[844, 1602, 1046, 1652]
divider bbox=[1332, 602, 1540, 603]
insurance-name: ΡΟΑΓΙΑΛ bbox=[1370, 1060, 1502, 1089]
main-deck: Η ΜΥΣΤΙΚΗ ΣΥΝΕΔΡΙΑΣΙΣ ΤΗΣ ΕΘΝΟΣΥΝΕΛΕΥΣΕΩΣ bbox=[637, 368, 1255, 402]
table-row bbox=[70, 278, 290, 291]
row-label: Ηλεκτρικής bbox=[70, 461, 127, 473]
